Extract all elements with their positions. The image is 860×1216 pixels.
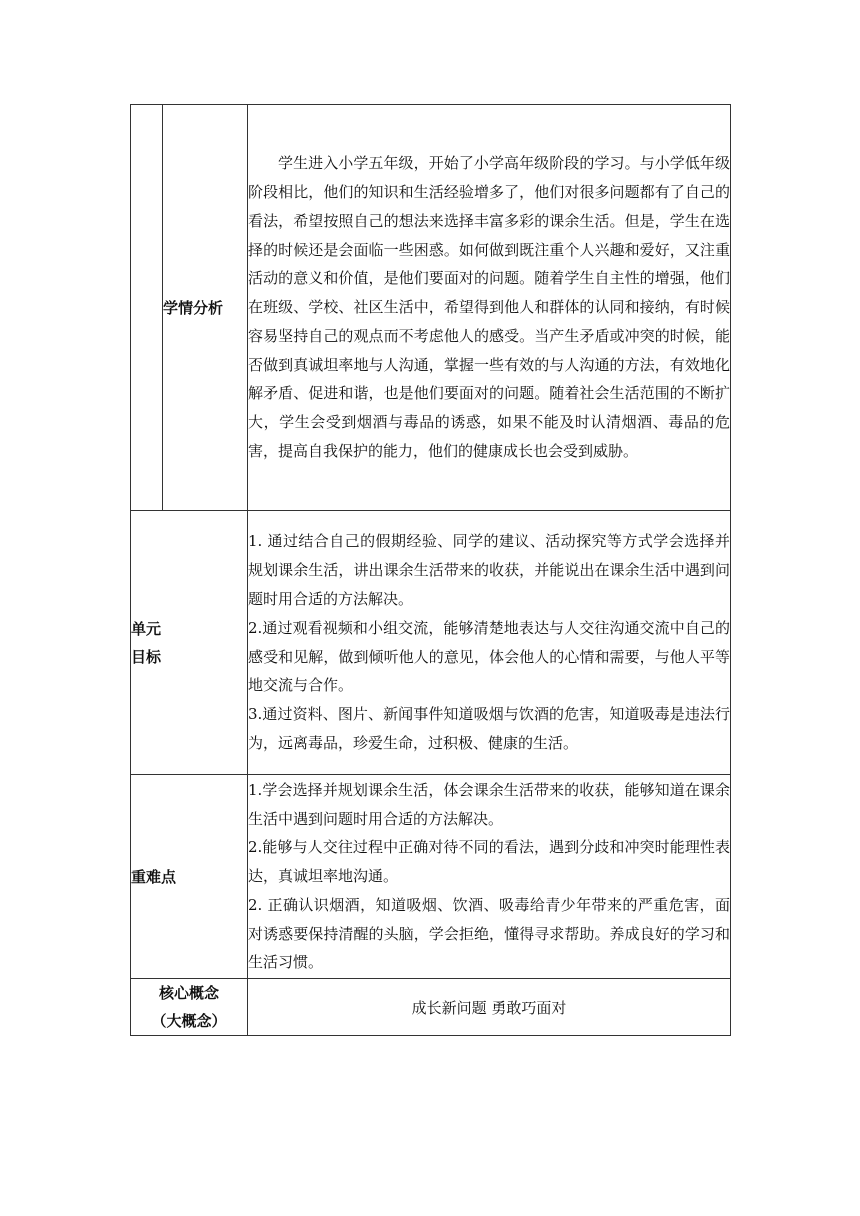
learning-analysis-label-text: 学情分析 bbox=[163, 298, 224, 317]
unit-goal-item: 2.通过观看视频和小组交流，能够清楚地表达与人交往沟通交流中自己的感受和见解，做到倾听他人的意见，体会他人的心情和需要，与他人平等地交流与合作。 bbox=[248, 618, 730, 695]
core-concept-label-line2: （大概念） bbox=[151, 1012, 227, 1030]
unit-goals-label-line2: 目标 bbox=[131, 647, 162, 666]
core-concept-label bbox=[131, 979, 248, 1036]
blank-cell bbox=[131, 105, 163, 511]
key-point-item: 2.能够与人交往过程中正确对待不同的看法，遇到分歧和冲突时能理性表达，真诚坦率地沟通。 bbox=[248, 838, 730, 886]
unit-goals-content bbox=[248, 511, 731, 775]
learning-analysis-row bbox=[131, 105, 731, 511]
key-points-content bbox=[248, 775, 731, 979]
key-points-label-text: 重难点 bbox=[131, 867, 177, 886]
key-point-item: 1.学会选择并规划课余生活，体会课余生活带来的收获，能够知道在课余生活中遇到问题时用合适的方法解决。 bbox=[248, 780, 730, 828]
learning-analysis-label bbox=[163, 105, 248, 511]
unit-goals-row bbox=[131, 511, 731, 775]
lesson-plan-table bbox=[130, 104, 731, 1036]
core-concept-text: 成长新问题 勇敢巧面对 bbox=[411, 998, 567, 1017]
learning-analysis-text: 学生进入小学五年级，开始了小学高年级阶段的学习。与小学低年级阶段相比，他们的知识和生活经验增多了，他们对很多问题都有了自己的看法，希望按照自己的想法来选择丰富多彩的课余生活。但是，学生在选择的时候还是会面临一些困惑。如何做到既注重个人兴趣和爱好，又注重活动的意义和价值，是他们要面对的问题。随着学生自主性的增强，他们在班级、学校、社区生活中，希望得到他人和群体的认同和接纳，有时候容易坚持自己的观点而不考虑他人的感受。当产生矛盾或冲突的时候，能否做到真诚坦率地与人沟通，掌握一些有效的与人沟通的方法，有效地化解矛盾、促进和谐，也是他们要面对的问题。随着社会生活范围的不断扩大，学生会受到烟酒与毒品的诱惑，如果不能及时认清烟酒、毒品的危害，提高自我保护的能力，他们的健康成长也会受到威胁。 bbox=[248, 154, 730, 461]
core-concept-label-line1: 核心概念 bbox=[158, 984, 219, 1002]
unit-goal-item: 3.通过资料、图片、新闻事件知道吸烟与饮酒的危害，知道吸毒是违法行为，远离毒品，珍爱生命，过积极、健康的生活。 bbox=[248, 705, 730, 752]
key-point-item: 2. 正确认识烟酒，知道吸烟、饮酒、吸毒给青少年带来的严重危害，面对诱惑要保持清醒的头脑，学会拒绝，懂得寻求帮助。养成良好的学习和生活习惯。 bbox=[248, 895, 730, 972]
core-concept-value bbox=[248, 979, 731, 1036]
key-points-label bbox=[131, 775, 248, 979]
core-concept-row bbox=[131, 979, 731, 1036]
unit-goals-label bbox=[131, 511, 248, 775]
unit-goal-item: 1. 通过结合自己的假期经验、同学的建议、活动探究等方式学会选择并规划课余生活，讲出课余生活带来的收获，并能说出在课余生活中遇到问题时用合适的方法解决。 bbox=[248, 532, 730, 608]
unit-goals-label-line1: 单元 bbox=[131, 619, 162, 638]
learning-analysis-content bbox=[248, 105, 731, 511]
key-points-row bbox=[131, 775, 731, 979]
